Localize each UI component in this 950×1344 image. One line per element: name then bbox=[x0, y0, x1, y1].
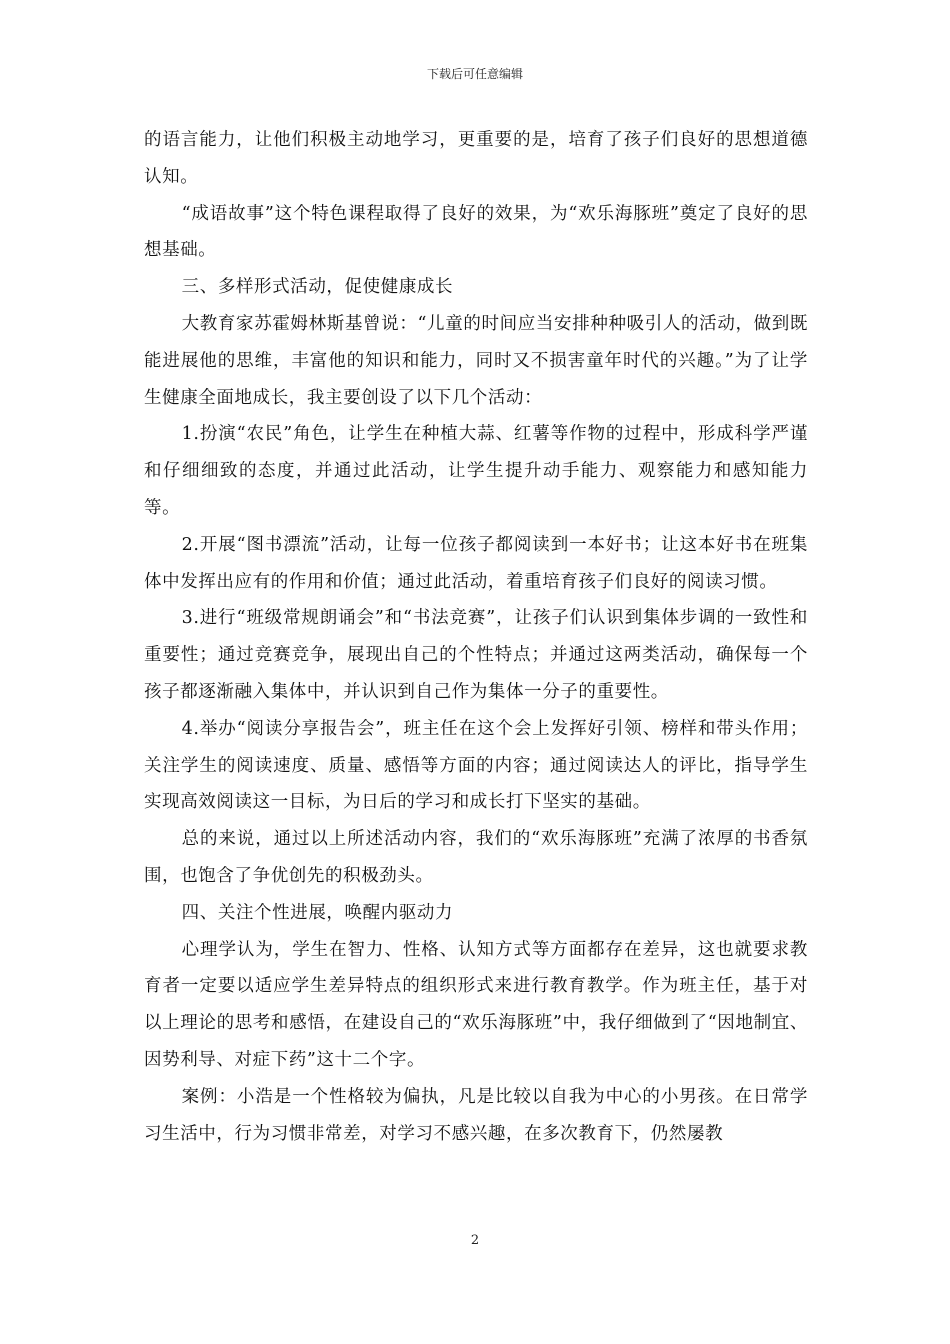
list-item: 3.进行“班级常规朗诵会”和“书法竞赛”，让孩子们认识到集体步调的一致性和重要性；通过竞赛竞争，展现出自己的个性特点；并通过这两类活动，确保每一个孩子都逐渐融入集体中，并认识到自己作为集体一分子的重要性。 bbox=[144, 608, 808, 702]
list-item: 2.开展“图书漂流”活动，让每一位孩子都阅读到一本好书；让这本好书在班集体中发挥出应有的作用和价值；通过此活动，着重培育孩子们良好的阅读习惯。 bbox=[144, 534, 808, 592]
section-heading: 三、多样形式活动，促使健康成长 bbox=[181, 277, 454, 298]
paragraph: 案例：小浩是一个性格较为偏执，凡是比较以自我为中心的小男孩。在日常学习生活中，行为习惯非常差，对学习不感兴趣，在多次教育下，仍然屡教 bbox=[144, 1086, 808, 1144]
list-item: 1.扮演“农民”角色，让学生在种植大蒜、红薯等作物的过程中，形成科学严谨和仔细细致的态度，并通过此活动，让学生提升动手能力、观察能力和感知能力等。 bbox=[144, 424, 808, 518]
section-heading: 四、关注个性进展，唤醒内驱动力 bbox=[181, 902, 454, 923]
list-item: 4.举办“阅读分享报告会”，班主任在这个会上发挥好引领、榜样和带头作用；关注学生的阅读速度、质量、感悟等方面的内容；通过阅读达人的评比，指导学生实现高效阅读这一目标，为日后的学习和成长打下坚实的基础。 bbox=[144, 718, 808, 813]
page-header: 下载后可任意编辑 bbox=[426, 67, 523, 81]
document-body bbox=[144, 122, 808, 1152]
paragraph: 大教育家苏霍姆林斯基曾说：“儿童的时间应当安排种种吸引人的活动，做到既能进展他的思维，丰富他的知识和能力，同时又不损害童年时代的兴趣。”为了让学生健康全面地成长，我主要创设了以下几个活动： bbox=[144, 313, 808, 408]
paragraph: 总的来说，通过以上所述活动内容，我们的“欢乐海豚班”充满了浓厚的书香氛围，也饱含了争优创先的积极劲头。 bbox=[144, 829, 808, 886]
paragraph: 的语言能力，让他们积极主动地学习，更重要的是，培育了孩子们良好的思想道德认知。 bbox=[144, 130, 808, 187]
paragraph: 心理学认为，学生在智力、性格、认知方式等方面都存在差异，这也就要求教育者一定要以适应学生差异特点的组织形式来进行教育教学。作为班主任，基于对以上理论的思考和感悟，在建设自己的“欢乐海豚班”中，我仔细做到了“因地制宜、因势利导、对症下药”这十二个字。 bbox=[144, 939, 808, 1070]
paragraph: “成语故事”这个特色课程取得了良好的效果，为“欢乐海豚班”奠定了良好的思想基础。 bbox=[144, 203, 808, 261]
page-number: 2 bbox=[470, 1233, 480, 1248]
